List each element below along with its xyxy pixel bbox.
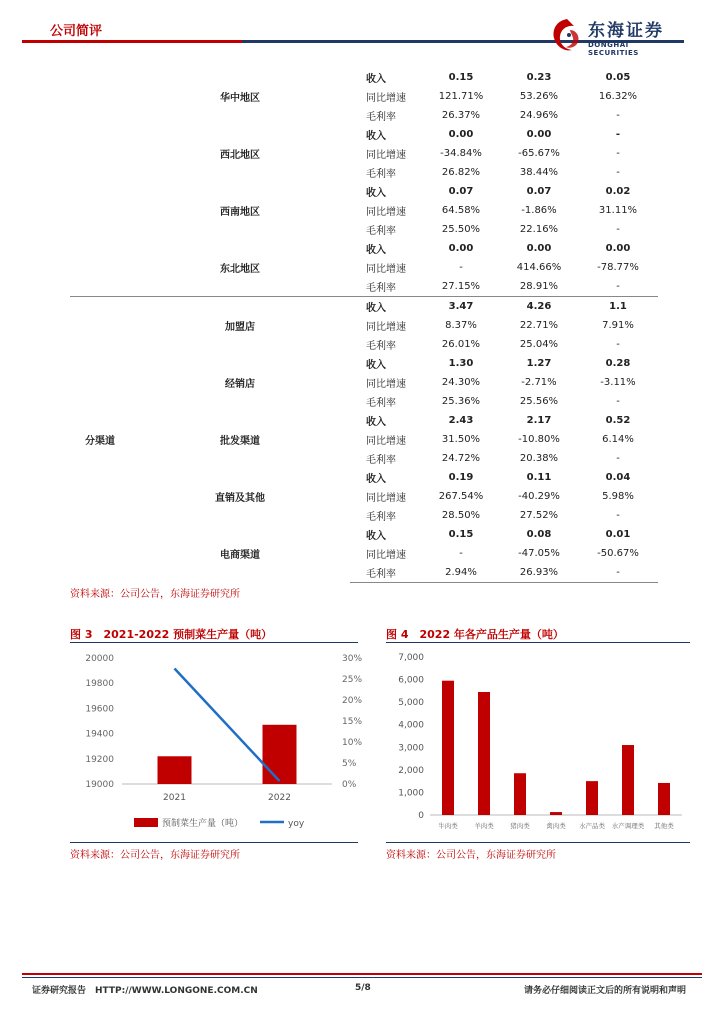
legend-line-label: yoy: [288, 819, 305, 829]
metric-value: -65.67%: [518, 148, 560, 159]
metric-value: -34.84%: [440, 148, 482, 159]
figure-3-chart: [70, 648, 370, 838]
metric-label: 同比增速: [366, 150, 406, 161]
metric-value: 24.96%: [519, 110, 559, 121]
footer-rule-secondary: [22, 977, 702, 978]
y-tick-label: 19000: [85, 780, 114, 790]
bar: [658, 783, 670, 815]
metric-label: 毛利率: [366, 283, 396, 294]
metric-value: 414.66%: [516, 262, 562, 273]
metric-value: 24.30%: [441, 377, 481, 388]
row-group-label: [70, 125, 130, 182]
y-tick-label: 2,000: [398, 765, 424, 776]
bar: [158, 756, 192, 784]
metric-value: -50.67%: [597, 548, 639, 559]
figure-3-title: 图 3 2021-2022 预制菜生产量（吨）: [70, 628, 273, 641]
bar: [514, 773, 526, 815]
metric-value: 20.38%: [519, 453, 559, 464]
metric-value: 1.27: [526, 358, 552, 369]
metric-value: 2.94%: [422, 563, 500, 583]
metric-value: -: [616, 167, 620, 178]
metric-value: 267.54%: [438, 491, 484, 502]
figure-4-title: 图 4 2022 年各产品生产量（吨）: [386, 628, 564, 641]
metric-value: 64.58%: [441, 205, 481, 216]
metric-value: 0.08: [526, 529, 552, 540]
y-tick-label: 19200: [85, 754, 114, 765]
metric-label: 毛利率: [366, 226, 396, 237]
metric-value: -40.29%: [518, 491, 560, 502]
figure-4-rule: [386, 642, 690, 643]
financial-table: [70, 68, 658, 583]
metric-value: 25.50%: [441, 224, 481, 235]
metric-value: 25.56%: [519, 396, 559, 407]
row-category-label: 加盟店: [130, 297, 350, 355]
row-category-label: 西南地区: [220, 207, 260, 218]
metric-value: 0.52: [605, 415, 631, 426]
metric-value: 0.00: [526, 243, 552, 254]
metric-value: 5.98%: [602, 491, 634, 502]
metric-value: 0.01: [605, 529, 631, 540]
figure-4-source: 资料来源：公司公告，东海证券研究所: [386, 850, 556, 861]
y2-tick-label: 20%: [342, 696, 363, 706]
row-category-label: 东北地区: [220, 264, 260, 275]
table-row: [70, 182, 658, 201]
table-row: [70, 239, 658, 258]
bar: [442, 681, 454, 815]
metric-value: -: [616, 510, 620, 521]
metric-value: -: [578, 563, 658, 583]
y2-tick-label: 15%: [342, 717, 363, 727]
metric-value: -3.11%: [600, 377, 636, 388]
metric-value: -: [616, 339, 620, 350]
y-tick-label: 1,000: [398, 788, 424, 799]
x-tick-label: 牛肉类: [438, 822, 458, 830]
metric-label: 收入: [366, 131, 386, 142]
metric-value: 22.16%: [519, 224, 559, 235]
metric-label: 收入: [350, 297, 422, 317]
metric-value: 53.26%: [519, 91, 559, 102]
footer-disclaimer: 请务必仔细阅读正文后的所有说明和声明: [523, 986, 686, 996]
table-source: 资料来源：公司公告，东海证券研究所: [70, 589, 240, 600]
header-rule-accent: [22, 40, 242, 43]
y2-tick-label: 25%: [342, 675, 363, 685]
legend-bar-swatch: [134, 818, 158, 827]
table-row: [70, 68, 658, 87]
table-row: [70, 525, 658, 544]
x-tick-label: 其他类: [654, 822, 674, 830]
company-logo: [548, 16, 680, 56]
row-category-label: 西北地区: [220, 150, 260, 161]
y2-tick-label: 30%: [342, 654, 363, 664]
metric-value: 0.11: [526, 472, 552, 483]
metric-value: 1.1: [578, 297, 658, 317]
metric-value: 16.32%: [598, 91, 638, 102]
y-tick-label: 3,000: [398, 743, 424, 754]
metric-label: 收入: [366, 245, 386, 256]
table-row: [70, 354, 658, 373]
metric-value: 31.50%: [441, 434, 481, 445]
x-tick-label: 水产调理类: [611, 822, 645, 830]
metric-value: 0.00: [605, 243, 631, 254]
x-tick-label: 禽肉类: [546, 822, 566, 830]
metric-value: 0.07: [448, 186, 474, 197]
figure-3-source: 资料来源：公司公告，东海证券研究所: [70, 850, 240, 861]
metric-value: -: [616, 110, 620, 121]
metric-value: 0.04: [605, 472, 631, 483]
metric-value: -: [459, 548, 463, 559]
row-category-label: 批发渠道: [220, 436, 260, 447]
metric-value: -1.86%: [521, 205, 557, 216]
metric-label: 收入: [366, 417, 386, 428]
metric-value: 8.37%: [445, 320, 477, 331]
bar: [263, 725, 297, 784]
metric-label: 毛利率: [366, 341, 396, 352]
metric-value: -: [616, 396, 620, 407]
metric-value: 0.07: [526, 186, 552, 197]
table-row: [70, 125, 658, 144]
metric-value: 27.52%: [519, 510, 559, 521]
metric-value: 2.17: [526, 415, 552, 426]
section-title: 公司简评: [50, 24, 103, 39]
bar: [586, 781, 598, 815]
metric-value: 25.04%: [519, 339, 559, 350]
table-row: [70, 297, 658, 317]
metric-value: 0.19: [448, 472, 474, 483]
metric-value: 7.91%: [602, 320, 634, 331]
x-tick-label: 水产品类: [579, 822, 605, 830]
metric-value: -: [615, 129, 621, 140]
metric-value: 25.36%: [441, 396, 481, 407]
y-tick-label: 6,000: [398, 675, 424, 686]
metric-label: 毛利率: [366, 455, 396, 466]
metric-label: 同比增速: [366, 264, 406, 275]
metric-value: -10.80%: [518, 434, 560, 445]
metric-value: 0.15: [448, 529, 474, 540]
row-group-label: 分渠道: [70, 297, 130, 583]
metric-value: -: [616, 148, 620, 159]
footer-rule: [22, 973, 702, 975]
metric-value: 0.28: [605, 358, 631, 369]
metric-value: -: [459, 262, 463, 273]
dragon-logo-icon: [548, 16, 586, 56]
metric-value: 6.14%: [602, 434, 634, 445]
row-group-label: [70, 182, 130, 239]
y-tick-label: 4,000: [398, 720, 424, 731]
metric-value: 38.44%: [519, 167, 559, 178]
metric-value: 22.71%: [519, 320, 559, 331]
metric-value: 24.72%: [441, 453, 481, 464]
metric-value: 0.23: [526, 72, 552, 83]
metric-value: 26.01%: [441, 339, 481, 350]
row-category-label: 华中地区: [220, 93, 260, 104]
y-tick-label: 19400: [85, 729, 114, 740]
bar: [478, 692, 490, 815]
metric-label: 收入: [366, 188, 386, 199]
x-tick-label: 猪肉类: [510, 822, 530, 830]
logo-text-en: DONGHAI SECURITIES: [588, 41, 639, 57]
logo-text-cn: 东海证券: [588, 21, 664, 41]
footer-website: 证券研究报告 HTTP://WWW.LONGONE.COM.CN: [32, 986, 258, 996]
metric-value: 1.30: [448, 358, 474, 369]
metric-value: 2.43: [448, 415, 474, 426]
metric-label: 收入: [366, 360, 386, 371]
metric-value: 0.00: [448, 243, 474, 254]
y-tick-label: 19800: [85, 679, 114, 690]
page-number: 5/8: [355, 983, 371, 993]
x-tick-label: 2022: [268, 793, 291, 803]
metric-label: 同比增速: [366, 493, 406, 504]
row-group-label: [70, 68, 130, 125]
figure-4-chart: [386, 648, 690, 838]
metric-value: -78.77%: [597, 262, 639, 273]
row-category-label: 经销店: [225, 379, 255, 390]
metric-label: 同比增速: [366, 93, 406, 104]
y2-tick-label: 10%: [342, 738, 363, 748]
metric-value: 26.82%: [441, 167, 481, 178]
legend-bar-label: 预制菜生产量（吨）: [162, 819, 244, 829]
metric-label: 同比增速: [366, 207, 406, 218]
metric-value: 28.50%: [441, 510, 481, 521]
bar: [622, 745, 634, 815]
metric-label: 同比增速: [366, 322, 406, 333]
metric-value: 26.93%: [500, 563, 578, 583]
x-tick-label: 2021: [163, 793, 186, 803]
metric-value: 0.15: [448, 72, 474, 83]
metric-value: 0.00: [448, 129, 474, 140]
y-tick-label: 5,000: [398, 698, 424, 709]
figure-3-bottom-rule: [70, 842, 358, 843]
metric-value: 0.00: [526, 129, 552, 140]
metric-value: -: [616, 224, 620, 235]
metric-value: -2.71%: [521, 377, 557, 388]
metric-label: 收入: [366, 531, 386, 542]
metric-value: 0.05: [605, 72, 631, 83]
y2-tick-label: 5%: [342, 759, 357, 769]
metric-label: 毛利率: [350, 563, 422, 583]
metric-value: 4.26: [500, 297, 578, 317]
metric-value: 3.47: [422, 297, 500, 317]
metric-label: 毛利率: [366, 398, 396, 409]
row-group-label: [70, 239, 130, 297]
metric-label: 收入: [366, 474, 386, 485]
metric-label: 毛利率: [366, 169, 396, 180]
metric-value: -: [616, 281, 620, 292]
metric-label: 同比增速: [366, 379, 406, 390]
y2-tick-label: 0%: [342, 780, 357, 790]
table-row: [70, 468, 658, 487]
figure-3-rule: [70, 642, 358, 643]
metric-label: 收入: [366, 74, 386, 85]
metric-label: 同比增速: [366, 550, 406, 561]
metric-value: 0.02: [605, 186, 631, 197]
metric-label: 毛利率: [366, 512, 396, 523]
metric-label: 同比增速: [366, 436, 406, 447]
y-tick-label: 19600: [85, 704, 114, 715]
row-category-label: 直销及其他: [215, 493, 265, 504]
metric-value: -47.05%: [518, 548, 560, 559]
row-category-label: 电商渠道: [220, 550, 260, 562]
metric-value: 121.71%: [438, 91, 484, 102]
y-tick-label: 7,000: [398, 653, 424, 663]
metric-value: 31.11%: [598, 205, 638, 216]
y-tick-label: 0: [418, 811, 424, 821]
metric-value: -: [616, 453, 620, 464]
table-row: [70, 411, 658, 430]
y-tick-label: 20000: [85, 654, 114, 664]
metric-value: 28.91%: [519, 281, 559, 292]
metric-value: 26.37%: [441, 110, 481, 121]
bar: [550, 812, 562, 815]
metric-label: 毛利率: [366, 112, 396, 123]
x-tick-label: 羊肉类: [474, 822, 494, 830]
metric-value: 27.15%: [441, 281, 481, 292]
figure-4-bottom-rule: [386, 842, 690, 843]
